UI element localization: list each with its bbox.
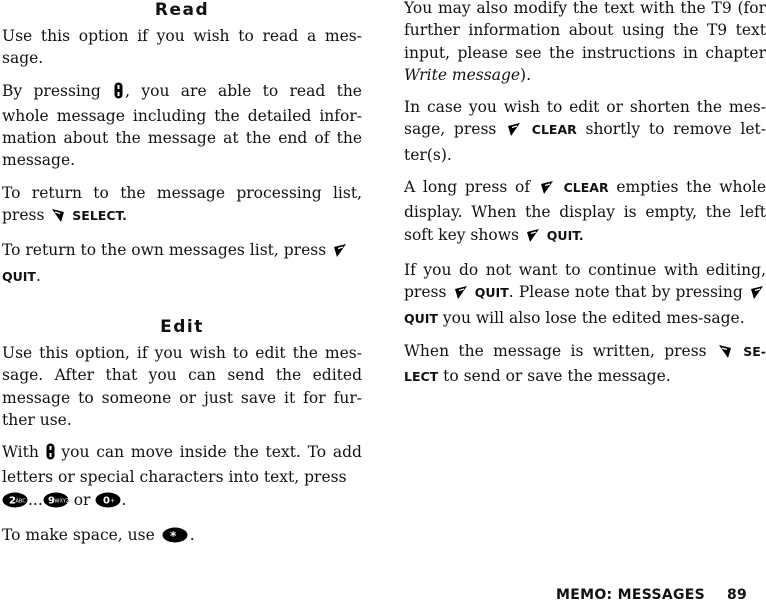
right-softkey-icon [454, 284, 468, 306]
select-keyword: SELECT. [72, 208, 127, 224]
right-softkey-icon [507, 121, 521, 143]
right-paragraph-3: A long press of CLEAR empties the whole display. When the display is empty, the left soft key shows QUIT. [404, 176, 766, 249]
left-softkey-icon [51, 207, 65, 229]
page-number: 89 [727, 587, 748, 603]
quit-keyword: QUIT [404, 310, 438, 326]
svg-text:+: + [110, 497, 116, 505]
svg-text:2: 2 [9, 495, 16, 507]
key-2-abc-icon [2, 492, 28, 514]
right-paragraph-5: When the message is written, press SE-LECT to send or save the message. [404, 341, 766, 386]
read-paragraph-2: By pressing , you are able to read the whole message including the detailed infor-mation about the message at the end of the message. [2, 81, 362, 170]
quit-keyword: QUIT. [546, 227, 584, 243]
edit-paragraph-3: To make space, use * . [2, 524, 362, 549]
read-paragraph-1: Use this option if you wish to read a mes-sage. [2, 27, 362, 68]
right-softkey-icon [540, 179, 554, 201]
clear-keyword: CLEAR [563, 180, 609, 196]
right-paragraph-1: You may also modify the text with the T9 (for further information about using the T9 text input, please see the instructions in chapter Write message). [404, 0, 766, 84]
select-keyword: SE-LECT [404, 343, 766, 385]
left-column [2, 0, 362, 549]
right-column [404, 0, 766, 388]
clear-keyword: CLEAR [531, 122, 577, 138]
right-softkey-icon [333, 242, 347, 264]
right-paragraph-4: If you do not want to continue with editing, press QUIT. Please note that by pressing QUIT you will also lose the edited mes-sage. [404, 260, 766, 327]
svg-text:WXYZ: WXYZ [54, 498, 69, 505]
key-9-wxyz-icon [43, 492, 69, 514]
right-softkey-icon [750, 284, 764, 306]
key-star-icon [162, 527, 188, 549]
edit-paragraph-2: With you can move inside the text. To add letters or special characters into text, press 2 ABC ... 9 WXYZ or 0 + . [2, 441, 362, 514]
key-0-icon [95, 492, 121, 514]
edit-paragraph-1: Use this option, if you wish to edit the mes-sage. After that you can send the edited message to someone or just save it for fur-ther use. [2, 343, 362, 429]
svg-text:0: 0 [103, 495, 111, 507]
svg-text:*: * [169, 529, 176, 544]
right-softkey-icon [526, 227, 540, 249]
scroll-key-icon [46, 443, 55, 466]
left-softkey-icon [718, 343, 732, 365]
edit-heading: Edit [160, 316, 204, 337]
read-paragraph-3: To return to the message processing list, press SELECT. [2, 182, 362, 230]
read-heading: Read [154, 0, 210, 20]
section-title: MEMO: MESSAGES [556, 587, 706, 603]
svg-text:ABC: ABC [15, 498, 26, 505]
scroll-key-icon [114, 82, 123, 105]
svg-text:9: 9 [47, 495, 55, 507]
quit-keyword: QUIT [474, 285, 509, 301]
page-footer [556, 587, 747, 603]
quit-keyword: QUIT [2, 268, 36, 284]
read-paragraph-4: To return to the own messages list, press QUIT. [2, 239, 362, 288]
write-message-reference: Write message [404, 65, 521, 84]
right-paragraph-2: In case you wish to edit or shorten the mes-sage, press CLEAR shortly to remove let-ter(s). [404, 98, 766, 164]
